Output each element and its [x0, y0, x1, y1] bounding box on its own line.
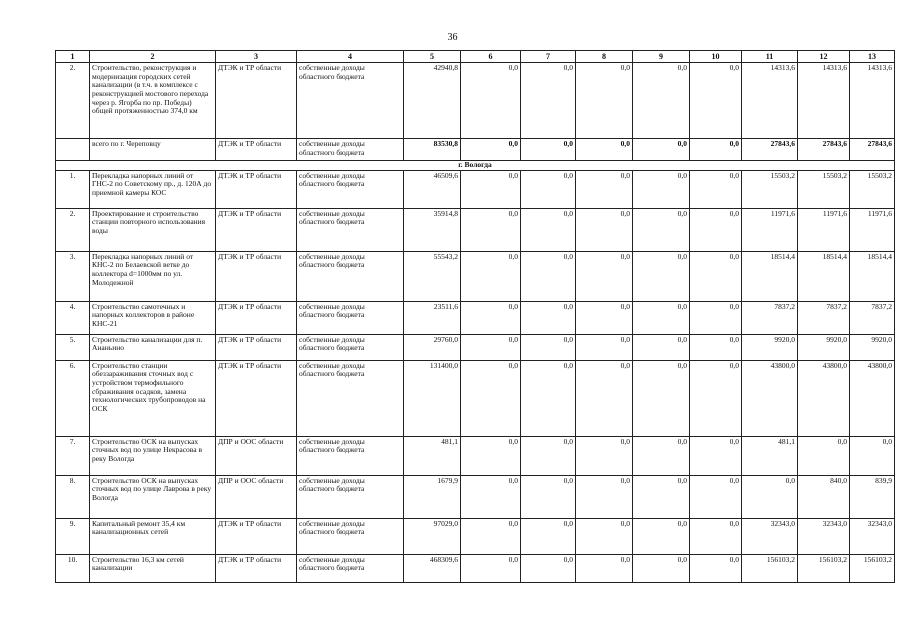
row-value: 11971,6 [742, 208, 798, 251]
row-value: 18514,4 [798, 251, 850, 301]
row-value: 0,0 [633, 554, 690, 582]
row-value: 0,0 [521, 251, 576, 301]
row-value: 7837,2 [798, 301, 850, 334]
row-source: собственные доходы областного бюджета [297, 63, 404, 139]
row-source: собственные доходы областного бюджета [297, 475, 404, 518]
row-value: 156103,2 [850, 554, 895, 582]
row-value: 15503,2 [742, 170, 798, 208]
row-value: 0,0 [633, 518, 690, 554]
row-value: 0,0 [461, 334, 521, 360]
row-value: 0,0 [461, 301, 521, 334]
row-value: 43800,0 [742, 360, 798, 436]
row-org: ДТЭК и ТР области [216, 208, 297, 251]
row-value: 0,0 [576, 334, 633, 360]
row-value: 27843,6 [742, 139, 798, 161]
table-row [56, 518, 895, 554]
table-row [56, 436, 895, 475]
column-header: 6 [461, 51, 521, 63]
row-org: ДТЭК и ТР области [216, 518, 297, 554]
row-value: 32343,0 [850, 518, 895, 554]
table-row [56, 63, 895, 139]
row-value: 0,0 [633, 63, 690, 139]
column-header: 11 [742, 51, 798, 63]
row-value: 0,0 [633, 139, 690, 161]
row-value: 0,0 [690, 334, 742, 360]
row-value: 0,0 [633, 251, 690, 301]
row-value: 0,0 [576, 251, 633, 301]
row-value: 55543,2 [404, 251, 461, 301]
row-value: 0,0 [690, 208, 742, 251]
column-header: 10 [690, 51, 742, 63]
row-value: 9920,0 [850, 334, 895, 360]
row-value: 18514,4 [742, 251, 798, 301]
table-row-total-cherepovets [56, 139, 895, 161]
row-value: 7837,2 [850, 301, 895, 334]
row-value: 0,0 [461, 139, 521, 161]
row-value: 0,0 [461, 360, 521, 436]
row-value: 27843,6 [798, 139, 850, 161]
column-header: 9 [633, 51, 690, 63]
row-value: 156103,2 [798, 554, 850, 582]
row-value: 0,0 [633, 334, 690, 360]
row-name: Проектирование и строительство станции повторного использования воды [90, 208, 216, 251]
row-value: 14313,6 [798, 63, 850, 139]
row-source: собственные доходы областного бюджета [297, 208, 404, 251]
row-value: 481,1 [404, 436, 461, 475]
row-value: 0,0 [461, 170, 521, 208]
row-org: ДТЭК и ТР области [216, 360, 297, 436]
row-value: 15503,2 [850, 170, 895, 208]
row-value: 0,0 [461, 436, 521, 475]
table-row [56, 251, 895, 301]
row-number: 5. [56, 334, 90, 360]
row-value: 18514,4 [850, 251, 895, 301]
row-value: 0,0 [521, 139, 576, 161]
row-value: 0,0 [521, 301, 576, 334]
row-number: 4. [56, 301, 90, 334]
row-source: собственные доходы областного бюджета [297, 170, 404, 208]
column-header: 2 [90, 51, 216, 63]
row-value: 0,0 [461, 554, 521, 582]
column-header: 5 [404, 51, 461, 63]
row-value: 43800,0 [798, 360, 850, 436]
row-number [56, 139, 90, 161]
row-value: 14313,6 [742, 63, 798, 139]
column-header: 8 [576, 51, 633, 63]
row-org: ДТЭК и ТР области [216, 63, 297, 139]
row-value: 0,0 [576, 554, 633, 582]
row-source: собственные доходы областного бюджета [297, 360, 404, 436]
row-number: 7. [56, 436, 90, 475]
column-header: 4 [297, 51, 404, 63]
row-value: 0,0 [633, 301, 690, 334]
table-row [56, 360, 895, 436]
row-value: 0,0 [576, 436, 633, 475]
row-number: 2. [56, 63, 90, 139]
row-source: собственные доходы областного бюджета [297, 554, 404, 582]
budget-table [55, 50, 895, 583]
row-org: ДТЭК и ТР области [216, 301, 297, 334]
table-row [56, 334, 895, 360]
row-value: 0,0 [576, 360, 633, 436]
row-org: ДТЭК и ТР области [216, 251, 297, 301]
table-row [56, 475, 895, 518]
row-number: 2. [56, 208, 90, 251]
row-value: 0,0 [521, 208, 576, 251]
row-value: 32343,0 [742, 518, 798, 554]
row-source: собственные доходы областного бюджета [297, 301, 404, 334]
row-value: 0,0 [521, 170, 576, 208]
row-value: 131400,0 [404, 360, 461, 436]
row-value: 0,0 [521, 360, 576, 436]
row-value: 15503,2 [798, 170, 850, 208]
row-value: 0,0 [521, 63, 576, 139]
row-name: Строительство станции обеззараживания сточных вод с устройством термофильного сбраживания осадков, замена технологических трубопроводов на ОСК [90, 360, 216, 436]
row-value: 0,0 [461, 475, 521, 518]
row-value: 0,0 [576, 475, 633, 518]
row-name: Перекладка напорных линий от КНС-2 по Белаевской ветке до коллектора d=1000мм по ул. Молодежной [90, 251, 216, 301]
row-value: 0,0 [690, 436, 742, 475]
row-value: 0,0 [521, 518, 576, 554]
row-name: Строительство ОСК на выпусках сточных вод по улице Некрасова в реку Вологда [90, 436, 216, 475]
row-value: 0,0 [633, 436, 690, 475]
row-value: 0,0 [576, 63, 633, 139]
row-number: 9. [56, 518, 90, 554]
row-value: 156103,2 [742, 554, 798, 582]
column-header: 3 [216, 51, 297, 63]
row-number: 3. [56, 251, 90, 301]
row-value: 11971,6 [798, 208, 850, 251]
row-source: собственные доходы областного бюджета [297, 334, 404, 360]
row-value: 0,0 [690, 301, 742, 334]
row-number: 8. [56, 475, 90, 518]
row-value: 0,0 [633, 170, 690, 208]
row-source: собственные доходы областного бюджета [297, 436, 404, 475]
city-header-row [56, 161, 895, 171]
row-value: 0,0 [461, 63, 521, 139]
row-value: 42940,8 [404, 63, 461, 139]
row-value: 27843,6 [850, 139, 895, 161]
row-value: 0,0 [521, 334, 576, 360]
row-value: 11971,6 [850, 208, 895, 251]
row-name: Строительство ОСК на выпусках сточных вод по улице Лаврова в реку Вологда [90, 475, 216, 518]
row-value: 9920,0 [798, 334, 850, 360]
row-name: Строительство 16,3 км сетей канализации [90, 554, 216, 582]
column-header-row [56, 51, 895, 63]
row-value: 9920,0 [742, 334, 798, 360]
row-number: 6. [56, 360, 90, 436]
row-org: ДПР и ООС области [216, 475, 297, 518]
row-org: ДТЭК и ТР области [216, 334, 297, 360]
row-value: 1679,9 [404, 475, 461, 518]
row-value: 840,0 [798, 475, 850, 518]
column-header: 7 [521, 51, 576, 63]
row-value: 0,0 [521, 554, 576, 582]
row-value: 0,0 [461, 208, 521, 251]
row-value: 0,0 [576, 208, 633, 251]
row-value: 0,0 [576, 139, 633, 161]
row-value: 0,0 [521, 475, 576, 518]
row-value: 32343,0 [798, 518, 850, 554]
row-value: 0,0 [633, 208, 690, 251]
row-value: 14313,6 [850, 63, 895, 139]
row-value: 0,0 [461, 518, 521, 554]
row-name: Строительство самотечных и напорных коллекторов в районе КНС-21 [90, 301, 216, 334]
row-value: 7837,2 [742, 301, 798, 334]
row-value: 0,0 [576, 170, 633, 208]
row-value: 0,0 [798, 436, 850, 475]
table-row [56, 208, 895, 251]
row-org: ДТЭК и ТР области [216, 139, 297, 161]
row-name: всего по г. Череповцу [90, 139, 216, 161]
row-value: 0,0 [461, 251, 521, 301]
row-name: Капитальный ремонт 35,4 км канализационных сетей [90, 518, 216, 554]
table-row [56, 170, 895, 208]
row-value: 0,0 [521, 436, 576, 475]
row-value: 0,0 [576, 518, 633, 554]
row-value: 481,1 [742, 436, 798, 475]
row-name: Перекладка напорных линий от ГНС-2 по Советскому пр., д. 120А до приемной камеры КОС [90, 170, 216, 208]
row-value: 0,0 [633, 360, 690, 436]
row-name: Строительство, реконструкция и модернизация городских сетей канализации (в т.ч. в комплексе с реконструкцией мостового перехода через р. Ягорба по пр. Победы) общей протяженностью 374,0 км [90, 63, 216, 139]
row-value: 0,0 [690, 554, 742, 582]
row-value: 29760,0 [404, 334, 461, 360]
row-value: 0,0 [742, 475, 798, 518]
row-value: 839,9 [850, 475, 895, 518]
row-value: 0,0 [690, 251, 742, 301]
row-source: собственные доходы областного бюджета [297, 251, 404, 301]
row-value: 0,0 [690, 475, 742, 518]
row-value: 35914,8 [404, 208, 461, 251]
row-value: 97029,0 [404, 518, 461, 554]
row-value: 43800,0 [850, 360, 895, 436]
row-value: 468309,6 [404, 554, 461, 582]
row-number: 1. [56, 170, 90, 208]
row-value: 0,0 [690, 63, 742, 139]
row-value: 46509,6 [404, 170, 461, 208]
row-value: 0,0 [690, 170, 742, 208]
column-header: 1 [56, 51, 90, 63]
row-value: 0,0 [850, 436, 895, 475]
row-org: ДПР и ООС области [216, 436, 297, 475]
row-org: ДТЭК и ТР области [216, 554, 297, 582]
row-value: 0,0 [690, 518, 742, 554]
row-value: 0,0 [690, 360, 742, 436]
row-value: 0,0 [690, 139, 742, 161]
row-org: ДТЭК и ТР области [216, 170, 297, 208]
page-number: 36 [447, 32, 458, 43]
row-value: 83530,8 [404, 139, 461, 161]
column-header: 12 [798, 51, 850, 63]
table-row [56, 301, 895, 334]
row-value: 23511,6 [404, 301, 461, 334]
column-header: 13 [850, 51, 895, 63]
row-value: 0,0 [633, 475, 690, 518]
table-row [56, 554, 895, 582]
row-source: собственные доходы областного бюджета [297, 518, 404, 554]
row-source: собственные доходы областного бюджета [297, 139, 404, 161]
row-number: 10. [56, 554, 90, 582]
city-header: г. Вологда [56, 161, 895, 171]
row-name: Строительство канализации для п. Ананьино [90, 334, 216, 360]
row-value: 0,0 [576, 301, 633, 334]
